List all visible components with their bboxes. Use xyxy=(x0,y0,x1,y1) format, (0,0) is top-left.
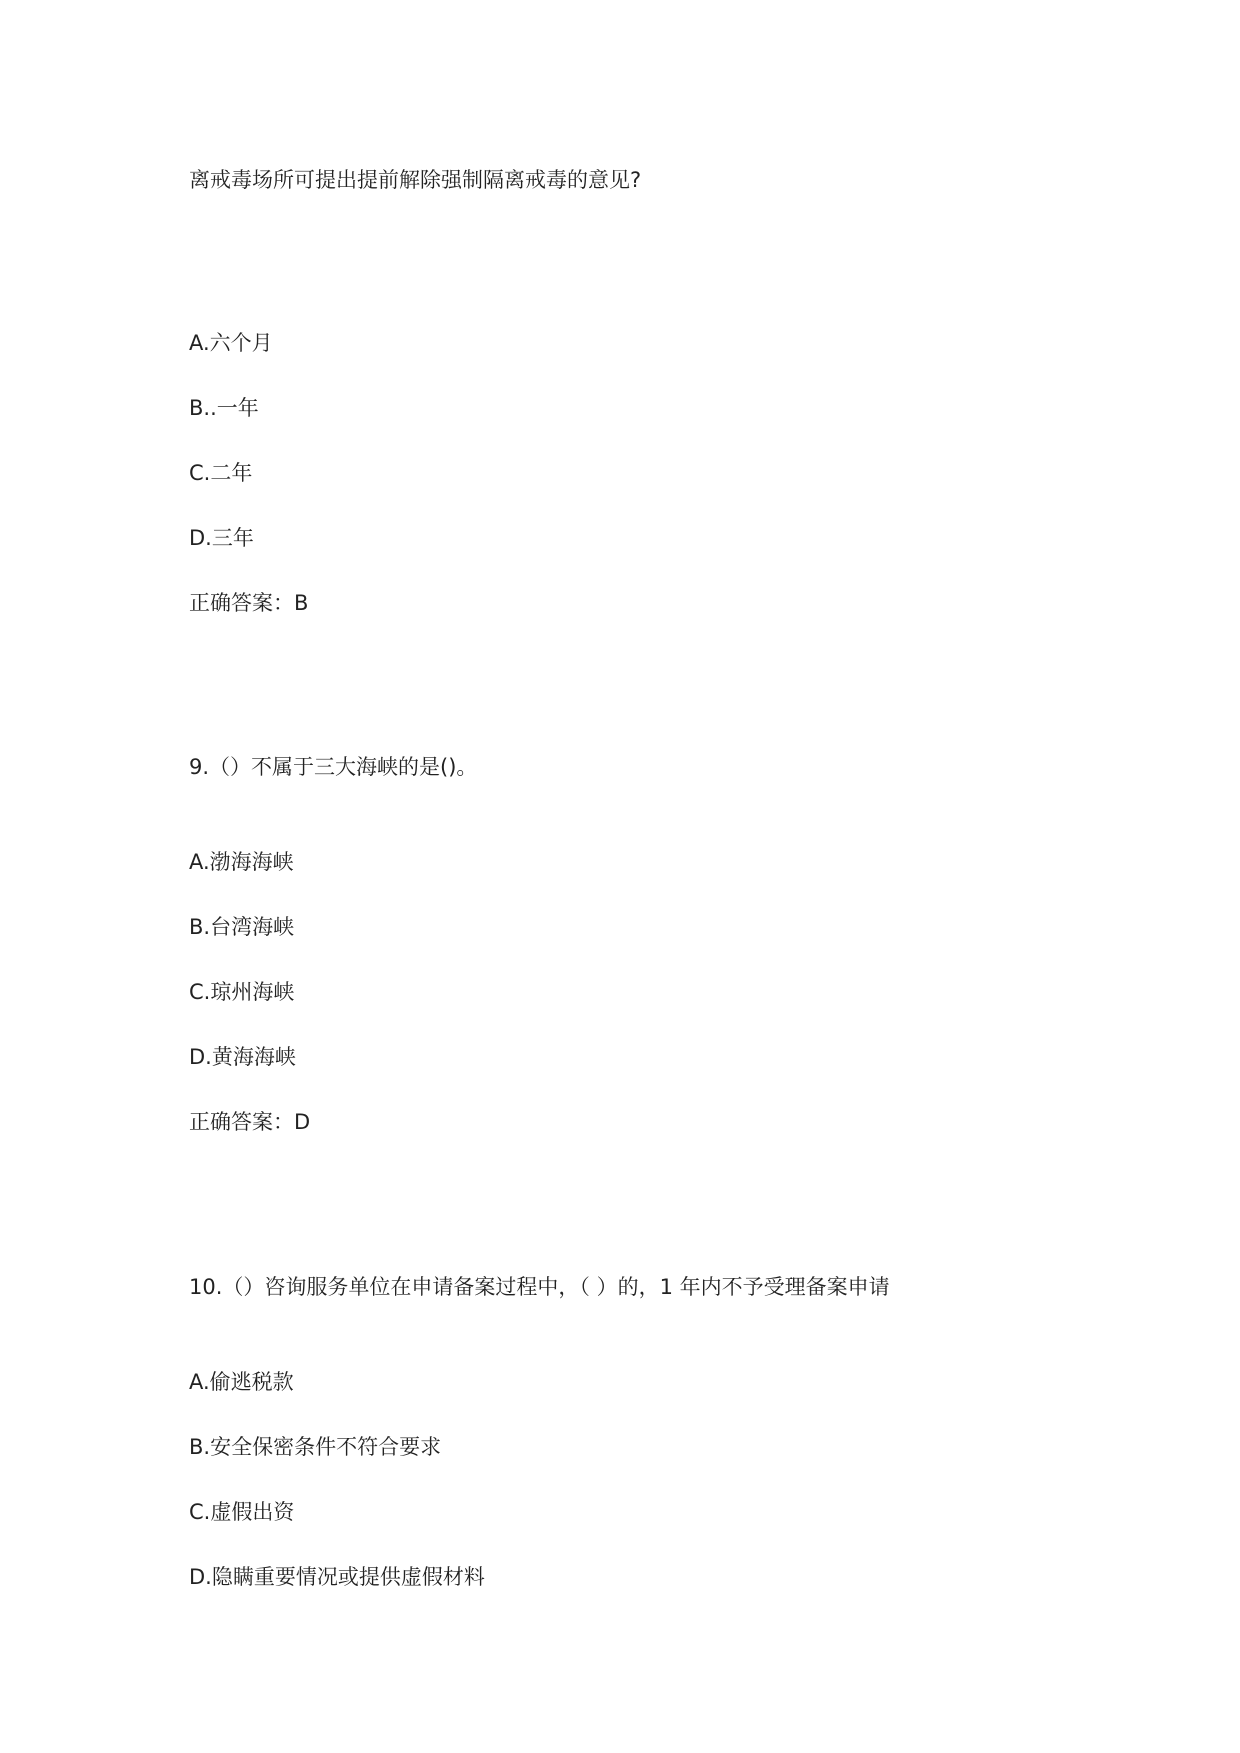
option-a: A.偷逃税款 xyxy=(189,1370,294,1394)
answer: 正确答案：B xyxy=(189,591,309,615)
option-a: A.渤海海峡 xyxy=(189,850,294,874)
option-b: B.台湾海峡 xyxy=(189,915,295,939)
question-stem: 9.（）不属于三大海峡的是()。 xyxy=(189,755,478,779)
question-stem: 离戒毒场所可提出提前解除强制隔离戒毒的意见? xyxy=(189,168,642,192)
option-c: C.虚假出资 xyxy=(189,1500,295,1524)
option-b: B..一年 xyxy=(189,396,259,420)
option-d: D.三年 xyxy=(189,526,254,550)
option-c: C.琼州海峡 xyxy=(189,980,295,1004)
answer: 正确答案：D xyxy=(189,1110,311,1134)
option-c: C.二年 xyxy=(189,461,253,485)
option-a: A.六个月 xyxy=(189,331,273,355)
option-b: B.安全保密条件不符合要求 xyxy=(189,1435,442,1459)
option-d: D.黄海海峡 xyxy=(189,1045,296,1069)
question-stem: 10.（）咨询服务单位在申请备案过程中，（ ）的，1 年内不予受理备案申请 xyxy=(189,1275,890,1299)
option-d: D.隐瞒重要情况或提供虚假材料 xyxy=(189,1565,485,1589)
